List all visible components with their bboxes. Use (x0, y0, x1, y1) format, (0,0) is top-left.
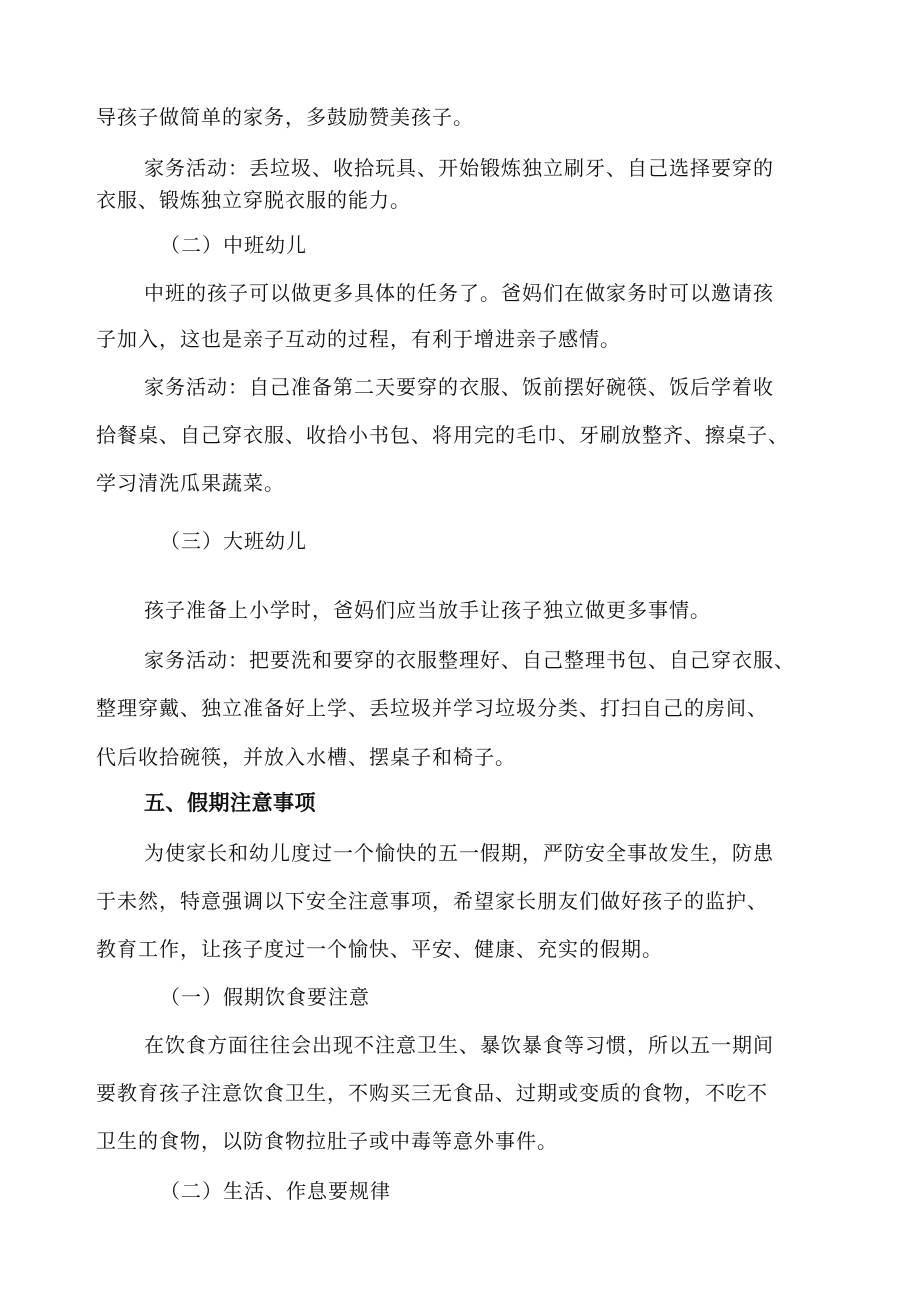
paragraph-line: 导孩子做简单的家务，多鼓励赞美孩子。 (96, 105, 474, 129)
paragraph-line: 孩子准备上小学时，爸妈们应当放手让孩子独立做更多事情。 (144, 598, 711, 622)
paragraph-line: 衣服、锻炼独立穿脱衣服的能力。 (96, 188, 411, 212)
paragraph-line: 教育工作，让孩子度过一个愉快、平安、健康、充实的假期。 (96, 937, 663, 961)
paragraph-line: 代后收拾碗筷，并放入水槽、摆桌子和椅子。 (96, 745, 516, 769)
paragraph-line: 子加入，这也是亲子互动的过程，有利于增进亲子感情。 (96, 327, 621, 351)
section-heading: 五、假期注意事项 (144, 791, 316, 815)
section-subheading: （二）生活、作息要规律 (160, 1179, 391, 1203)
paragraph-line: 家务活动：丢垃圾、收拾玩具、开始锻炼独立刷牙、自己选择要穿的 (144, 156, 774, 180)
paragraph-line: 学习清洗瓜果蔬菜。 (96, 471, 285, 495)
paragraph-line: 家务活动：把要洗和要穿的衣服整理好、自己整理书包、自己穿衣服、 (144, 648, 795, 672)
paragraph-line: 卫生的食物，以防食物拉肚子或中毒等意外事件。 (96, 1129, 558, 1153)
paragraph-line: 拾餐桌、自己穿衣服、收拾小书包、将用完的毛巾、牙刷放整齐、擦桌子、 (96, 423, 789, 447)
section-subheading: （二）中班幼儿 (160, 233, 307, 257)
paragraph-line: 家务活动：自己准备第二天要穿的衣服、饭前摆好碗筷、饭后学着收 (144, 375, 774, 399)
paragraph-line: 要教育孩子注意饮食卫生，不购买三无食品、过期或变质的食物，不吃不 (96, 1081, 768, 1105)
section-subheading: （一）假期饮食要注意 (160, 985, 370, 1009)
paragraph-line: 为使家长和幼儿度过一个愉快的五一假期，严防安全事故发生，防患 (144, 841, 774, 865)
paragraph-line: 整理穿戴、独立准备好上学、丢垃圾并学习垃圾分类、打扫自己的房间、 (96, 696, 768, 720)
paragraph-line: 在饮食方面往往会出现不注意卫生、暴饮暴食等习惯，所以五一期间 (144, 1033, 774, 1057)
section-subheading: （三）大班幼儿 (160, 529, 307, 553)
paragraph-line: 于未然，特意强调以下安全注意事项，希望家长朋友们做好孩子的监护、 (96, 889, 768, 913)
paragraph-line: 中班的孩子可以做更多具体的任务了。爸妈们在做家务时可以邀请孩 (144, 281, 774, 305)
